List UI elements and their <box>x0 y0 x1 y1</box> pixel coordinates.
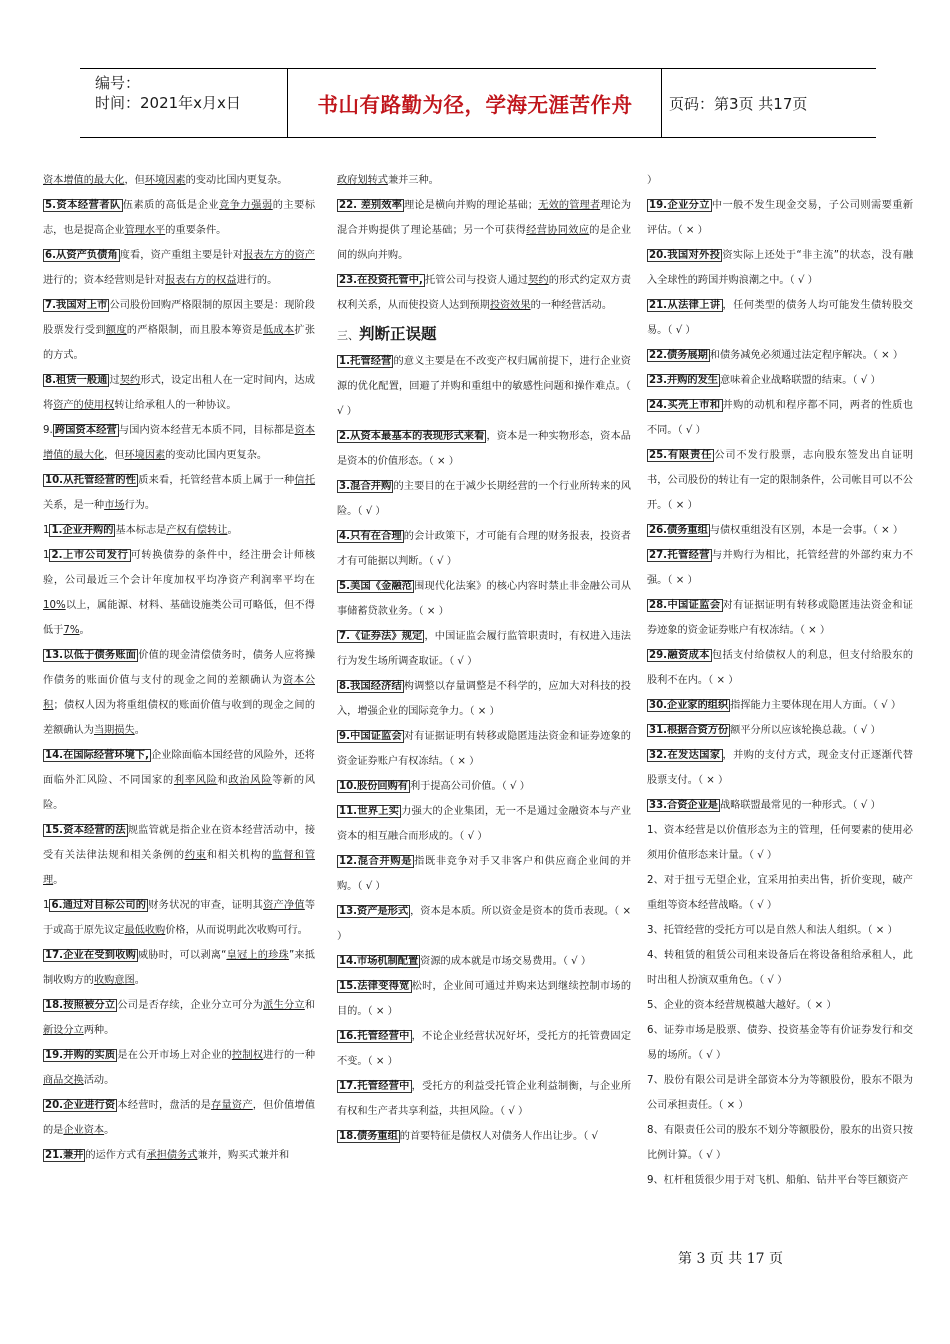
question-item <box>43 1093 315 1143</box>
question-term: 2.从资本最基本的表现形式来看 <box>339 431 485 442</box>
text-column-middle <box>337 168 631 1149</box>
question-text: 理论是横向并购的理论基础； <box>404 200 539 211</box>
question-term: 11.世界上实 <box>339 806 400 817</box>
question-text: 形式，设定出租人在一定时间内，达成将 <box>43 375 315 411</box>
question-item <box>647 543 913 593</box>
question-text: ，但 <box>104 450 125 461</box>
question-term: 33.合资企业是 <box>649 800 718 811</box>
question-text: 围现代化法案》的核心内容时禁止非金融公司从事储蓄贷款业务。（ × ） <box>337 581 632 617</box>
question-item <box>647 393 913 443</box>
question-text: ） <box>647 175 658 186</box>
answer-blank: 资本增值的最大化 <box>43 175 125 186</box>
question-item <box>337 268 631 318</box>
header-meta <box>95 73 285 113</box>
question-term: 12.混合并购是 <box>339 856 413 867</box>
question-term: 23.在投资托管中, <box>339 275 423 286</box>
question-term: 19.企业分立 <box>649 200 710 211</box>
question-text: 对有证据证明有转移或隐匿违法资金和证券迹象的资金证券账户有权冻结。（ × ） <box>337 731 631 767</box>
question-term: 13.以低于债务账面 <box>45 650 137 661</box>
question-text: 。 <box>134 975 145 986</box>
question-item <box>647 293 913 343</box>
question-text: 公司是否存续，企业分立可分为 <box>117 1000 264 1011</box>
question-item <box>43 893 315 943</box>
answer-blank: 产权有偿转让 <box>166 525 228 536</box>
question-term: 15.法律变得宽 <box>339 981 410 992</box>
question-item <box>337 474 631 524</box>
question-text: 的运作方式有 <box>85 1150 147 1161</box>
answer-blank: 环境因素 <box>144 175 186 186</box>
question-item <box>43 1043 315 1093</box>
question-item <box>337 1074 631 1124</box>
question-text: 9. <box>43 425 53 436</box>
answer-blank: 约束 <box>184 850 207 861</box>
question-item <box>647 943 913 993</box>
question-term: 6.从资产负债角 <box>45 250 118 261</box>
header-motto: 书山有路勤为径，学海无涯苦作舟 <box>317 93 633 117</box>
question-text: 松时，企业间可通过并购来达到继续控制市场的目的。（ × ） <box>337 981 632 1017</box>
question-item <box>647 193 913 243</box>
question-term: 14.市场机制配置 <box>339 956 419 967</box>
question-text: 中一般不发生现金交易，子公司则需要重新评估。（ × ） <box>647 200 914 236</box>
question-item <box>647 818 913 868</box>
question-text: ，受托方的利益受托管企业利益制衡，与企业所有权和生产者共享利益，共担风险。（ √ ） <box>337 1081 632 1117</box>
question-item <box>647 243 913 293</box>
question-item <box>43 468 315 518</box>
document-date: 时间：2021年x月x日 <box>95 94 241 112</box>
question-text: 5、企业的资本经营规模越大越好。（ × ） <box>647 1000 837 1011</box>
question-text: 进行的；资本经营则是针对 <box>43 275 166 286</box>
question-text: 可转换债券的条件中，经注册会计师核验，公司最近三个会计年度加权平均净资产利润率平均在 <box>43 550 315 586</box>
question-item <box>647 443 913 518</box>
section-heading <box>337 323 631 347</box>
question-item <box>647 1068 913 1118</box>
answer-blank: 资产的使用权 <box>53 400 115 411</box>
question-text: 与债权重组没有区别，本是一会事。（ × ） <box>709 525 904 536</box>
question-text: 是在公开市场上对企业的 <box>117 1050 232 1061</box>
question-text: 的主要标志，也是提高企业 <box>43 200 316 236</box>
question-text: 的会计政策下，才可能有合理的财务报表，投资者才有可能据以判断。（ √ ） <box>337 531 631 567</box>
question-item <box>337 624 631 674</box>
question-text: 伍素质的高低是企业 <box>122 200 220 211</box>
question-text: 转让给承租人的一种协议。 <box>114 400 237 411</box>
answer-blank: 竞争力强弱 <box>219 200 273 211</box>
question-item <box>337 974 631 1024</box>
question-text: 指挥能力主要体现在用人方面。（ √ ） <box>730 700 902 711</box>
answer-blank: 资本增值的最大化 <box>43 425 316 461</box>
question-text: 财务状况的审查，证明其 <box>148 900 264 911</box>
answer-blank: 经营协同效应 <box>526 225 590 236</box>
question-text: 资实际上还处于“非主流”的状态，没有融入全球性的跨国并购浪潮之中。（ √ ） <box>647 250 914 286</box>
question-term: 1.托管经营 <box>339 356 392 367</box>
question-text: 兼并三种。 <box>387 175 439 186</box>
question-text: 与并购行为相比，托管经营的外部约束力不强。（ × ） <box>647 550 914 586</box>
question-item <box>647 993 913 1018</box>
question-item <box>647 518 913 543</box>
question-item <box>43 243 315 293</box>
question-item <box>647 743 913 793</box>
question-term: 4.只有在合理 <box>339 531 402 542</box>
question-text: 1 <box>43 525 50 536</box>
question-text: 3、托管经营的受托方可以是自然人和法人组织。（ × ） <box>647 925 898 936</box>
question-term: 17.企业在受到收购 <box>45 950 136 961</box>
question-text: 的变动比国内更复杂。 <box>185 175 288 186</box>
question-item <box>337 349 631 424</box>
answer-blank: 控制权 <box>231 1050 264 1061</box>
question-item <box>43 643 315 743</box>
question-term: 7.《证券法》规定 <box>339 631 423 642</box>
question-term: 6.通过对目标公司的 <box>51 900 147 911</box>
question-term: 21.从法律上讲 <box>649 300 721 311</box>
question-text: 资源的成本就是市场交易费用。（ √ ） <box>420 956 592 967</box>
question-text: 以上，属能源、材料、基础设施类公司可略低，但不得低于 <box>43 600 315 636</box>
question-term: 23.并购的发生 <box>649 375 718 386</box>
question-text: ，资本是本质。所以资金是资本的货币表现。（ × ） <box>337 906 631 942</box>
header-page-info: 页码：第3页 共17页 <box>669 94 808 113</box>
question-item <box>647 1118 913 1168</box>
question-text: 的一种经营活动。 <box>530 300 613 311</box>
question-text: ；债权人因为将重组债权的账面价值与收到的现金之间的差额确认为 <box>43 700 316 736</box>
question-term: 22.债务展期 <box>649 350 708 361</box>
question-text: 质来看，托管经营本质上属于一种 <box>138 475 295 486</box>
question-text: 。 <box>79 625 90 636</box>
page-header <box>80 68 876 138</box>
question-text: 和相关机构的 <box>206 850 273 861</box>
question-text: 规监管就是指企业在资本经营活动中，接受有关法律法规和相关条例的 <box>43 825 316 861</box>
answer-blank: 政治风险 <box>228 775 273 786</box>
question-text: 本经营时，盘活的是 <box>117 1100 212 1111</box>
question-text: 理论为混合并购提供了理论基础；另一个可获得 <box>337 200 632 236</box>
question-text: 的形式约定双方责权利关系，从而使投资人达到预期 <box>337 275 632 311</box>
question-text: ，任何类型的债务人均可能发生债转股交易。（ √ ） <box>647 300 913 336</box>
answer-blank: 派生分立 <box>263 1000 305 1011</box>
question-text: 进行的一种 <box>263 1050 316 1061</box>
question-text: 关系，是一种 <box>43 500 105 511</box>
answer-blank: 契约 <box>528 275 549 286</box>
question-item <box>337 193 631 268</box>
question-text: 等新的风险。 <box>43 775 316 811</box>
question-item <box>647 718 913 743</box>
question-item <box>647 168 913 193</box>
question-item <box>43 418 315 468</box>
question-text: ，资本是一种实物形态，资本品是资本的价值形态。（ × ） <box>337 431 631 467</box>
question-text: 8、有限责任公司的股东不划分等额股份，股东的出资只按比例计算。（ √ ） <box>647 1125 913 1161</box>
answer-blank: 商品交换 <box>43 1075 84 1086</box>
question-item <box>337 168 631 193</box>
question-text: 价值的现金清偿债务时，债务人应将操作债务的账面价值与支付的现金之间的差额确认为 <box>43 650 316 686</box>
answer-blank: 额度 <box>105 325 127 336</box>
question-text: 与国内资本经营无本质不同，目标都是 <box>118 425 295 436</box>
question-item <box>647 693 913 718</box>
question-item <box>337 724 631 774</box>
question-text: 并购的动机和程序都不同，两者的性质也不同。（ √ ） <box>647 400 913 436</box>
answer-blank: 监督和管理 <box>43 850 316 886</box>
question-text: 1 <box>43 550 50 561</box>
question-item <box>43 518 315 543</box>
question-item <box>337 849 631 899</box>
answer-blank: 最低收购 <box>124 925 166 936</box>
answer-blank: 无效的管理者 <box>538 200 601 211</box>
question-item <box>43 743 315 818</box>
question-text: 等于或高于原先议定 <box>43 900 316 936</box>
question-text: 6、证券市场是股票、债券、投资基金等有价证券发行和交易的场所。（ √ ） <box>647 1025 913 1061</box>
question-term: 27.托管经营 <box>649 550 710 561</box>
question-text: 利于提高公司价值。（ √ ） <box>409 781 530 792</box>
question-text: 额平分所以应该轮换总裁。（ √ ） <box>730 725 881 736</box>
page-footer: 第 3 页 共 17 页 <box>678 1251 783 1267</box>
answer-blank: 报表右方的权益 <box>165 275 237 286</box>
question-text: 两种。 <box>83 1025 115 1036</box>
question-text: ”来抵制收购方的 <box>43 950 315 986</box>
question-text: 托管公司与投资人通过 <box>424 275 529 286</box>
question-text: 行为。 <box>124 500 156 511</box>
question-text: 的重要条件。 <box>165 225 227 236</box>
question-term: 9.中国证监会 <box>339 731 402 742</box>
question-item <box>647 643 913 693</box>
question-item <box>647 793 913 818</box>
question-term: 13.资产是形式 <box>339 906 409 917</box>
question-term: 7.我国对上市 <box>45 300 108 311</box>
question-item <box>337 774 631 799</box>
question-text: 7、股份有限公司是讲全部资本分为等额股份，股东不限为公司承担责任。（ × ） <box>647 1075 913 1111</box>
answer-blank: 市场 <box>104 500 125 511</box>
question-text: 公司不发行股票，志向股东签发出自证明书，公司股份的转让有一定的限制条件，公司帐目可以不公开。（ × ） <box>647 450 914 511</box>
answer-blank: 政府划转式 <box>337 175 388 186</box>
question-text: 公司股份回购严格限制的原因主要是：现阶段股票发行受到 <box>43 300 315 336</box>
question-text: 活动。 <box>83 1075 115 1086</box>
question-text: 指既非竞争对手又非客户和供应商企业间的并购。（ √ ） <box>337 856 632 892</box>
question-text: 1、资本经营是以价值形态为主的管理，任何要素的使用必须用价值形态来计量。（ √ ） <box>647 825 913 861</box>
answer-blank: 利率风险 <box>173 775 218 786</box>
answer-blank: 承担债务式 <box>146 1150 198 1161</box>
question-term: 25.有限责任 <box>649 450 713 461</box>
question-item <box>43 543 315 643</box>
question-item <box>647 368 913 393</box>
question-text: 构调整以存量调整是不科学的，应加大对科技的投入，增强企业的国际竞争力。（ × ） <box>337 681 631 717</box>
question-term: 8.租赁一般通 <box>45 375 108 386</box>
question-item <box>337 574 631 624</box>
question-text: 扩张的方式。 <box>43 325 316 361</box>
question-text: 兼并，购买式兼并和 <box>197 1150 290 1161</box>
question-item <box>43 368 315 418</box>
question-text: ，中国证监会履行监管职责时，有权进入违法行为发生场所调查取证。（ √ ） <box>337 631 631 667</box>
answer-blank: 当期损失 <box>93 725 135 736</box>
question-text: 战略联盟最常见的一种形式。（ √ ） <box>719 800 881 811</box>
question-text: 的意义主要是在不改变产权归属前提下，进行企业资源的优化配置，回避了并购和重组中的敏感性问题和操作难点。（ √ ） <box>337 356 631 417</box>
question-text: 2、对于扭亏无望企业，宜采用拍卖出售，折价变现，破产重组等资本经营战略。（ √ ） <box>647 875 913 911</box>
answer-blank: 投资效果 <box>489 300 531 311</box>
answer-blank: 管理水平 <box>124 225 166 236</box>
question-text: 力强大的企业集团，无一不是通过金融资本与产业资本的相互融合而形成的。（ √ ） <box>337 806 632 842</box>
question-term: 31.根据合资方份 <box>649 725 729 736</box>
question-text: 过 <box>109 375 120 386</box>
document-number-label: 编号： <box>95 74 141 92</box>
text-column-right <box>647 168 913 1193</box>
question-item <box>43 818 315 893</box>
question-text: 9、杠杆租赁很少用于对飞机、船舶、钻井平台等巨额资产 <box>647 1175 909 1186</box>
question-text: 。 <box>134 725 145 736</box>
question-text: 和债务减免必须通过法定程序解决。（ × ） <box>709 350 904 361</box>
question-text: ，但 <box>124 175 145 186</box>
question-text: 的是企业间的纵向并购。 <box>337 225 632 261</box>
question-term: 20.我国对外投 <box>649 250 721 261</box>
question-text: 的主要目的在于减少长期经营的一个行业所转来的风险。（ √ ） <box>337 481 631 517</box>
question-term: 跨国资本经营 <box>54 425 117 436</box>
answer-blank: 存量资产 <box>211 1100 253 1111</box>
question-text: 4、转租赁的租赁公司租来设备后在将设备租给承租人，此时出租人扮演双重角色。（ √ ） <box>647 950 913 986</box>
answer-blank: 资本公积 <box>43 675 316 711</box>
question-term: 17.托管经营中 <box>339 1081 410 1092</box>
question-item <box>337 424 631 474</box>
question-text: ，并购的支付方式，现金支付正逐渐代替股票支付。（ × ） <box>647 750 913 786</box>
question-text: 。 <box>53 875 64 886</box>
question-text: ，但价值增值的是 <box>43 1100 316 1136</box>
question-item <box>647 1018 913 1068</box>
question-item <box>337 674 631 724</box>
question-item <box>337 949 631 974</box>
question-text: 基本标志是 <box>115 525 167 536</box>
question-text: 进行的。 <box>236 275 278 286</box>
question-term: 22. 差别效率 <box>339 200 403 211</box>
question-text: 威胁时，可以剥离“ <box>137 950 227 961</box>
question-text: 的首要特征是债权人对债务人作出让步。（ √ <box>399 1131 598 1142</box>
question-text: 企业除面临本国经营的风险外，还将面临外汇风险、不同国家的 <box>43 750 315 786</box>
question-text: 度看，资产重组主要是针对 <box>119 250 244 261</box>
question-item <box>647 593 913 643</box>
question-text: 的变动比国内更复杂。 <box>165 450 268 461</box>
section-number: 三、 <box>337 329 359 342</box>
question-term: 30.企业家的组织 <box>649 700 729 711</box>
section-title: 判断正误题 <box>359 325 437 343</box>
question-text: 。 <box>227 525 238 536</box>
question-term: 28.中国证监会 <box>649 600 721 611</box>
question-text: 意味着企业战略联盟的结束。（ √ ） <box>719 375 881 386</box>
question-item <box>43 993 315 1043</box>
question-term: 16.托管经营中 <box>339 1031 410 1042</box>
answer-blank: 7% <box>63 625 80 636</box>
question-item <box>647 1168 913 1193</box>
question-text: 1 <box>43 900 50 911</box>
question-term: 10.股份回购有 <box>339 781 408 792</box>
question-term: 3.混合并购 <box>339 481 392 492</box>
question-term: 14.在国际经营环境下, <box>45 750 149 761</box>
question-text: 。 <box>104 1125 115 1136</box>
question-term: 26.债务重组 <box>649 525 708 536</box>
question-term: 29.融资成本 <box>649 650 710 661</box>
answer-blank: 收购意图 <box>93 975 135 986</box>
question-item <box>43 293 315 368</box>
answer-blank: 新设分立 <box>43 1025 84 1036</box>
text-column-left <box>43 168 315 1168</box>
question-text: 价格，从而说明此次收购可行。 <box>165 925 308 936</box>
question-term: 5.资本经营者队 <box>45 200 121 211</box>
question-item <box>647 343 913 368</box>
question-term: 5.美国《金融范 <box>339 581 413 592</box>
question-text: ，不论企业经营状况好坏，受托方的托管费固定不变。（ × ） <box>337 1031 632 1067</box>
answer-blank: 低成本 <box>262 325 295 336</box>
question-item <box>647 918 913 943</box>
question-term: 18.按照被分立 <box>45 1000 116 1011</box>
answer-blank: 信托 <box>294 475 316 486</box>
question-item <box>43 168 315 193</box>
answer-blank: 皇冠上的珍珠 <box>226 950 289 961</box>
question-term: 15.资本经营的法 <box>45 825 126 836</box>
question-item <box>337 899 631 949</box>
question-term: 19.并购的实质 <box>45 1050 116 1061</box>
answer-blank: 契约 <box>119 375 141 386</box>
question-term: 18.债务重组 <box>339 1131 398 1142</box>
question-text: 包括支付给债权人的利息，但支付给股东的股利不在内。（ × ） <box>647 650 914 686</box>
question-term: 10.从托管经营的性 <box>45 475 137 486</box>
question-item <box>43 1143 315 1168</box>
question-term: 20.企业进行资 <box>45 1100 116 1111</box>
question-term: 1.企业并购的 <box>51 525 114 536</box>
question-text: 和 <box>304 1000 316 1011</box>
question-item <box>647 868 913 918</box>
question-item <box>43 943 315 993</box>
question-term: 21.兼并 <box>45 1150 84 1161</box>
answer-blank: 资产净值 <box>263 900 305 911</box>
question-item <box>337 799 631 849</box>
question-term: 8.我国经济结 <box>339 681 402 692</box>
question-item <box>337 524 631 574</box>
answer-blank: 环境因素 <box>124 450 166 461</box>
question-term: 2.上市公司发行 <box>51 550 129 561</box>
question-item <box>337 1124 631 1149</box>
answer-blank: 10% <box>43 600 66 611</box>
question-text: 的严格限制，而且股本筹资是 <box>126 325 263 336</box>
question-item <box>337 1024 631 1074</box>
question-text: 对有证据证明有转移或隐匿违法资金和证券迹象的资金证券账户有权冻结。（ × ） <box>647 600 913 636</box>
question-item <box>43 193 315 243</box>
question-text: 和 <box>217 775 229 786</box>
answer-blank: 报表左方的资产 <box>243 250 315 261</box>
header-divider <box>661 69 662 137</box>
question-term: 32.在发达国家 <box>649 750 721 761</box>
question-term: 24.买壳上市和 <box>649 400 721 411</box>
answer-blank: 企业资本 <box>63 1125 105 1136</box>
